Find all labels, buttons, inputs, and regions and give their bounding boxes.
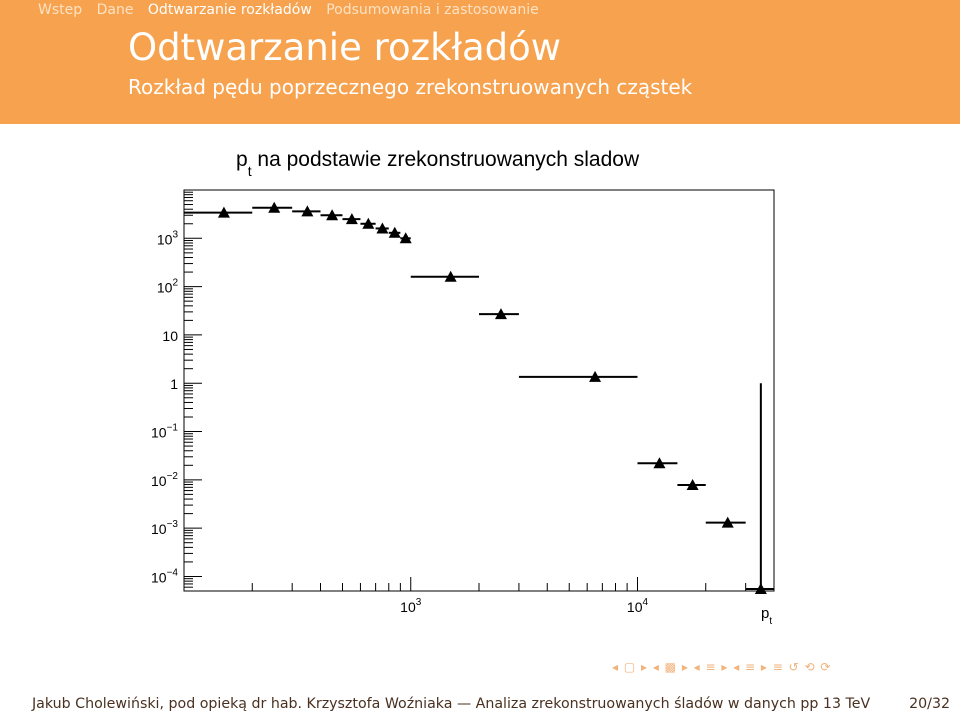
x-tick-label: $10^4$ <box>626 597 649 615</box>
data-series <box>184 202 774 594</box>
x-axis-label: $p_t$ <box>761 605 773 627</box>
slide-subtitle: Rozkład pędu poprzecznego zrekonstruowanych cząstek <box>128 75 693 99</box>
slide-title: Odtwarzanie rozkładów <box>128 26 562 69</box>
nav-item-wstep[interactable]: Wstep <box>38 2 83 18</box>
page-number: 20/32 <box>909 696 950 712</box>
nav-item-odtwarzanie[interactable]: Odtwarzanie rozkładów <box>147 2 312 18</box>
nav-item-podsumowania[interactable]: Podsumowania i zastosowanie <box>326 2 539 18</box>
plot-frame <box>184 190 774 591</box>
y-tick-label: 10 <box>162 327 178 344</box>
beamer-nav-symbols[interactable]: ◂ ▢ ▸ ◂ ▩ ▸ ◂ ≡ ▸ ◂ ≡ ▸ ≡ ↺ ⟲ ⟳ <box>612 660 832 674</box>
y-axis <box>151 192 202 591</box>
section-nav <box>38 2 549 18</box>
y-tick-label: $10^{-3}$ <box>151 519 178 538</box>
nav-item-dane[interactable]: Dane <box>96 2 134 18</box>
y-tick-label: $10^2$ <box>156 277 178 296</box>
y-tick-label: $10^{-1}$ <box>151 422 178 441</box>
y-tick-label: $10^{-4}$ <box>151 567 178 586</box>
slide-footer <box>0 692 960 720</box>
x-axis <box>184 577 774 615</box>
slide-header <box>0 0 960 124</box>
y-tick-label: 1 <box>170 376 178 393</box>
chart-title: $p_t$ na podstawie zrekonstruowanych sladow <box>236 148 640 179</box>
x-tick-label: $10^3$ <box>400 597 422 615</box>
y-tick-label: $10^3$ <box>156 229 178 248</box>
y-tick-label: $10^{-2}$ <box>151 470 178 489</box>
pt-chart <box>0 124 960 644</box>
footer-text: Jakub Cholewiński, pod opieką dr hab. Krzysztofa Woźniaka — Analiza zrekonstruowanych śladów w danych pp 13 TeV <box>32 696 871 712</box>
